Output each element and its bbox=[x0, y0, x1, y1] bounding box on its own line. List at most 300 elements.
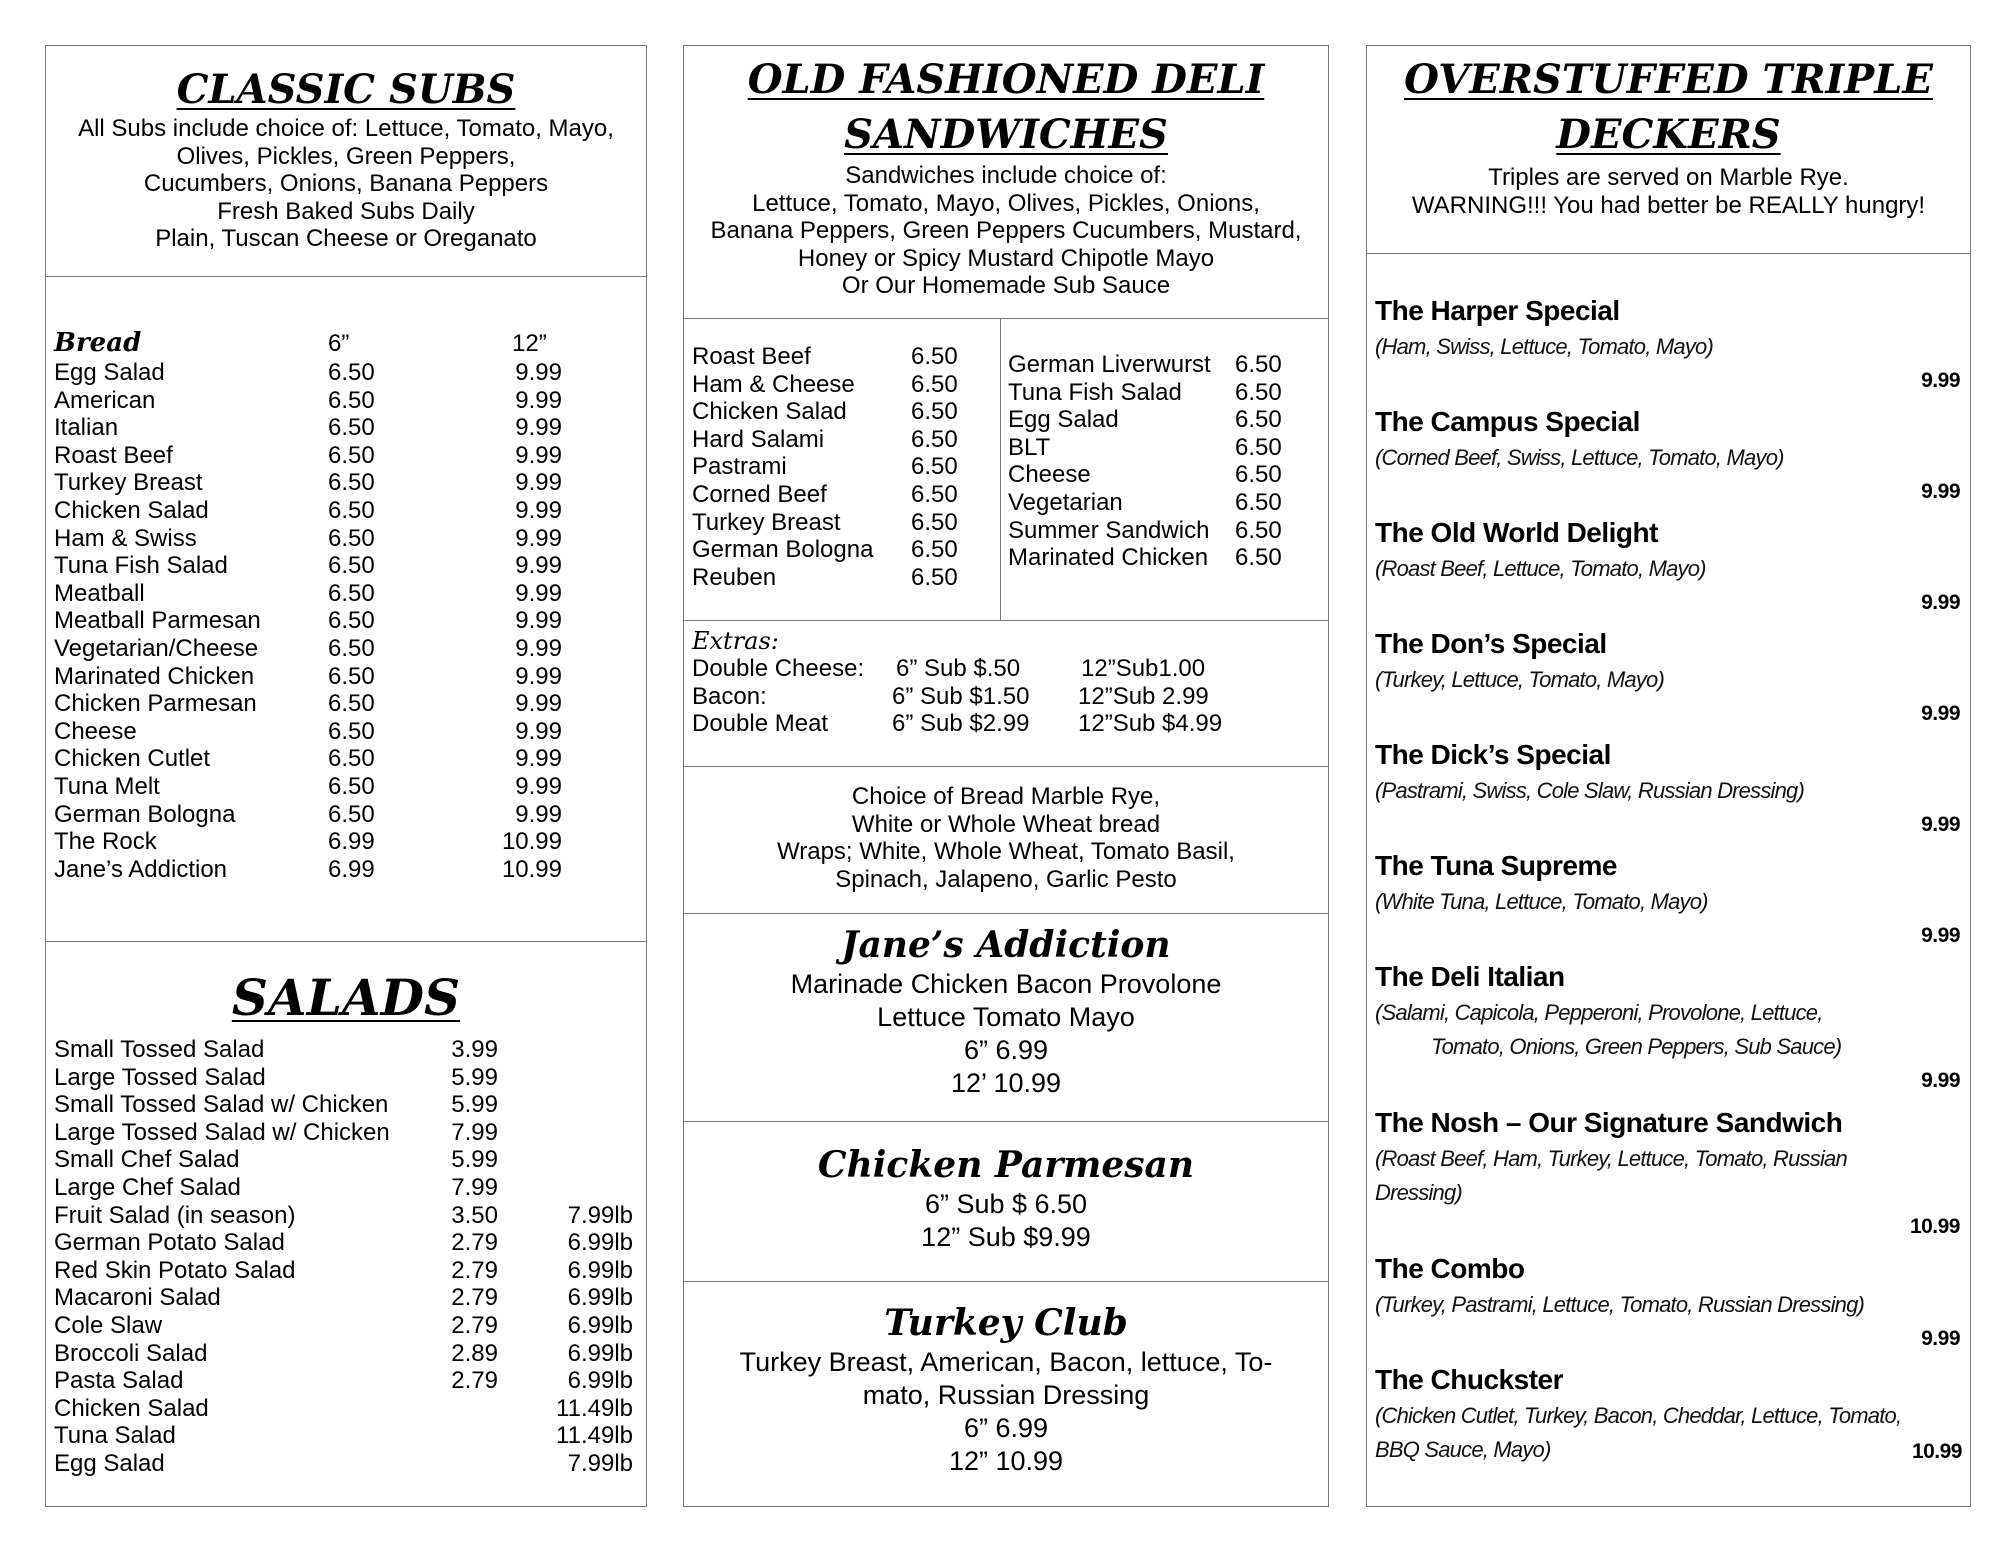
salad-row bbox=[46, 1202, 646, 1230]
deli-row bbox=[684, 398, 1000, 426]
extra-small-price: 6” Sub $2.99 bbox=[892, 710, 1030, 738]
deli-row bbox=[684, 536, 1000, 564]
sub-price-12: 9.99 bbox=[515, 635, 562, 662]
sub-price-6: 6.50 bbox=[328, 635, 375, 662]
bread-header: Bread bbox=[54, 328, 142, 358]
deli-row bbox=[1000, 489, 1328, 517]
salad-row bbox=[46, 1367, 646, 1395]
extras-title: Extras: bbox=[692, 627, 779, 655]
triple-item bbox=[1367, 1252, 1970, 1362]
sub-price-12: 9.99 bbox=[515, 414, 562, 442]
sub-price-6: 6.50 bbox=[328, 773, 375, 800]
chicken-parmesan-section bbox=[684, 1121, 1328, 1281]
salad-price: 3.50 bbox=[451, 1201, 498, 1229]
salad-name: Small Tossed Salad bbox=[54, 1036, 265, 1063]
salad-row bbox=[46, 1036, 646, 1064]
sub-name: Turkey Breast bbox=[54, 469, 203, 497]
deli-item-price: 6.50 bbox=[1235, 351, 1282, 378]
deli-item-price: 6.50 bbox=[1235, 516, 1282, 544]
classic-subs-note bbox=[46, 115, 646, 253]
bread-line: White or Whole Wheat bread bbox=[851, 810, 1161, 838]
sub-price-12: 9.99 bbox=[515, 773, 562, 800]
sub-name: Tuna Melt bbox=[54, 773, 160, 800]
salad-price-per-lb: 6.99lb bbox=[567, 1367, 633, 1395]
deli-item-name: Summer Sandwich bbox=[1008, 516, 1210, 544]
sub-name: Meatball bbox=[54, 579, 145, 607]
sub-price-12: 10.99 bbox=[501, 828, 562, 856]
note-line: Lettuce, Tomato, Mayo, Olives, Pickles, Onions, bbox=[752, 189, 1260, 217]
salad-name: Red Skin Potato Salad bbox=[54, 1256, 296, 1284]
janes-addiction-title: Jane’s Addiction bbox=[841, 924, 1171, 966]
deli-item-price: 6.50 bbox=[911, 563, 958, 591]
deli-row bbox=[684, 343, 1000, 371]
sub-price-12: 9.99 bbox=[515, 579, 562, 607]
sub-name: Meatball Parmesan bbox=[54, 607, 261, 635]
triple-item-price: 9.99 bbox=[1921, 591, 1960, 614]
note-line: All Subs include choice of: Lettuce, Tomato, Mayo, bbox=[78, 115, 614, 142]
note-line: Plain, Tuscan Cheese or Oreganato bbox=[155, 225, 537, 252]
triple-item bbox=[1367, 1106, 1970, 1250]
deli-item-name: Pastrami bbox=[692, 453, 787, 481]
triple-item-name: The Nosh – Our Signature Sandwich bbox=[1375, 1107, 1843, 1138]
sub-price-6: 6.50 bbox=[328, 441, 375, 469]
sub-price-12: 9.99 bbox=[515, 359, 562, 386]
detail-line: Turkey Breast, American, Bacon, lettuce, To- bbox=[739, 1347, 1273, 1377]
triple-deckers-title bbox=[1367, 52, 1970, 162]
deli-row bbox=[1000, 351, 1328, 379]
triple-item-description: BBQ Sauce, Mayo) bbox=[1375, 1437, 1551, 1462]
sub-row bbox=[46, 663, 646, 691]
sub-price-6: 6.50 bbox=[328, 662, 375, 690]
sub-price-6: 6.50 bbox=[328, 800, 375, 828]
deli-item-name: German Liverwurst bbox=[1008, 351, 1211, 378]
sub-row bbox=[46, 469, 646, 497]
deli-header bbox=[684, 46, 1328, 318]
salad-price: 5.99 bbox=[451, 1146, 498, 1174]
note-line: Banana Peppers, Green Peppers Cucumbers, Mustard, bbox=[710, 217, 1302, 244]
extra-name: Double Cheese: bbox=[692, 655, 865, 682]
salad-price-per-lb: 6.99lb bbox=[567, 1256, 633, 1284]
deli-item-name: German Bologna bbox=[692, 536, 874, 564]
deli-item-name: Roast Beef bbox=[692, 343, 811, 370]
sub-price-6: 6.99 bbox=[328, 855, 375, 883]
salad-row bbox=[46, 1229, 646, 1257]
deli-item-price: 6.50 bbox=[1235, 489, 1282, 516]
salad-name: Chicken Salad bbox=[54, 1394, 209, 1422]
triple-item-price: 10.99 bbox=[1911, 1440, 1962, 1463]
triple-item-name: The Don’s Special bbox=[1375, 628, 1607, 659]
sub-row bbox=[46, 359, 646, 387]
note-line: Cucumbers, Onions, Banana Peppers bbox=[143, 170, 549, 197]
deli-row bbox=[1000, 379, 1328, 407]
janes-addiction-section bbox=[684, 913, 1328, 1121]
extras-section bbox=[684, 620, 1328, 766]
extra-small-price: 6” Sub $1.50 bbox=[892, 682, 1030, 710]
triple-item-name: The Tuna Supreme bbox=[1375, 850, 1617, 881]
sub-price-12: 9.99 bbox=[515, 441, 562, 469]
classic-subs-title: CLASSIC SUBS bbox=[176, 66, 516, 113]
sub-price-6: 6.50 bbox=[328, 579, 375, 607]
salad-price-per-lb: 6.99lb bbox=[567, 1312, 633, 1339]
note-line: WARNING!!! You had better be REALLY hungry! bbox=[1411, 191, 1926, 219]
salad-price: 5.99 bbox=[451, 1063, 498, 1091]
triple-deckers-list bbox=[1367, 253, 1970, 1506]
salad-row bbox=[46, 1257, 646, 1285]
sub-name: American bbox=[54, 386, 156, 414]
triple-item-description: (Corned Beef, Swiss, Lettuce, Tomato, Mayo) bbox=[1375, 445, 1784, 470]
salad-name: Large Tossed Salad bbox=[54, 1063, 266, 1091]
note-line: Triples are served on Marble Rye. bbox=[1488, 164, 1849, 191]
note-line: Olives, Pickles, Green Peppers, bbox=[176, 142, 516, 170]
detail-line: Marinade Chicken Bacon Provolone bbox=[790, 969, 1222, 999]
sub-price-12: 9.99 bbox=[515, 717, 562, 745]
triple-item-name: The Campus Special bbox=[1375, 406, 1640, 437]
deli-row bbox=[1000, 406, 1328, 434]
triple-item-description: (Ham, Swiss, Lettuce, Tomato, Mayo) bbox=[1375, 334, 1713, 359]
bread-line: Spinach, Jalapeno, Garlic Pesto bbox=[835, 865, 1177, 893]
deli-row bbox=[1000, 544, 1328, 572]
salad-name: Tuna Salad bbox=[54, 1422, 176, 1450]
deli-item-name: Tuna Fish Salad bbox=[1008, 378, 1182, 406]
deli-item-name: BLT bbox=[1008, 433, 1051, 461]
salad-name: Pasta Salad bbox=[54, 1367, 184, 1395]
deli-item-price: 6.50 bbox=[911, 425, 958, 453]
deli-item-name: Turkey Breast bbox=[692, 508, 841, 536]
sub-row bbox=[46, 525, 646, 553]
salad-row bbox=[46, 1340, 646, 1368]
triple-deckers-note bbox=[1367, 164, 1970, 219]
deli-item-price: 6.50 bbox=[911, 481, 958, 508]
triple-item-description: (White Tuna, Lettuce, Tomato, Mayo) bbox=[1375, 889, 1708, 914]
salad-price: 2.79 bbox=[451, 1229, 498, 1257]
deli-item-name: Vegetarian bbox=[1008, 489, 1123, 516]
salad-price: 3.99 bbox=[451, 1036, 498, 1063]
detail-line: Lettuce Tomato Mayo bbox=[877, 1002, 1135, 1032]
sub-price-12: 9.99 bbox=[515, 524, 562, 552]
triple-item bbox=[1367, 738, 1970, 848]
triple-item-description: (Roast Beef, Lettuce, Tomato, Mayo) bbox=[1375, 556, 1706, 581]
deli-item-price: 6.50 bbox=[911, 536, 958, 564]
triple-item bbox=[1367, 960, 1970, 1104]
detail-line: 6” Sub $ 6.50 bbox=[924, 1189, 1088, 1219]
sub-row bbox=[46, 497, 646, 525]
triple-item bbox=[1367, 405, 1970, 515]
size-12-header: 12” bbox=[512, 330, 547, 357]
sub-price-12: 9.99 bbox=[515, 690, 562, 718]
note-line: Honey or Spicy Mustard Chipotle Mayo bbox=[797, 244, 1215, 272]
triple-item-description: (Turkey, Lettuce, Tomato, Mayo) bbox=[1375, 667, 1665, 692]
triple-item-description: Dressing) bbox=[1375, 1180, 1462, 1205]
extras-row bbox=[684, 655, 1328, 683]
detail-line: 12’ 10.99 bbox=[950, 1068, 1062, 1098]
turkey-club-section bbox=[684, 1281, 1328, 1506]
salad-row bbox=[46, 1146, 646, 1174]
triple-item-price: 9.99 bbox=[1921, 924, 1960, 947]
sub-price-12: 9.99 bbox=[515, 662, 562, 690]
sub-row bbox=[46, 801, 646, 829]
triple-item-price: 9.99 bbox=[1921, 813, 1960, 836]
triple-item-name: The Dick’s Special bbox=[1375, 739, 1611, 770]
sub-price-6: 6.50 bbox=[328, 552, 375, 580]
detail-line: 6” 6.99 bbox=[963, 1413, 1049, 1443]
extra-large-price: 12”Sub 2.99 bbox=[1078, 682, 1209, 710]
salad-name: Fruit Salad (in season) bbox=[54, 1201, 296, 1229]
salads-title: SALADS bbox=[231, 968, 461, 1027]
sub-price-12: 9.99 bbox=[515, 552, 562, 580]
salad-row bbox=[46, 1064, 646, 1092]
deli-item-name: Marinated Chicken bbox=[1008, 544, 1209, 572]
salad-row bbox=[46, 1091, 646, 1119]
deli-item-price: 6.50 bbox=[1235, 406, 1282, 434]
deli-row bbox=[684, 453, 1000, 481]
deli-row bbox=[1000, 461, 1328, 489]
extra-large-price: 12”Sub $4.99 bbox=[1078, 710, 1223, 738]
salad-price-per-lb: 6.99lb bbox=[567, 1339, 633, 1367]
extras-row bbox=[684, 683, 1328, 711]
sub-price-12: 9.99 bbox=[515, 497, 562, 524]
extras-row bbox=[684, 710, 1328, 738]
salad-row bbox=[46, 1450, 646, 1478]
bread-choice-section bbox=[684, 766, 1328, 913]
deli-title-line: SANDWICHES bbox=[844, 111, 1168, 158]
sub-price-6: 6.50 bbox=[328, 690, 375, 718]
turkey-club-details bbox=[684, 1346, 1328, 1478]
salad-price-per-lb: 11.49lb bbox=[556, 1422, 633, 1450]
sub-price-6: 6.50 bbox=[328, 414, 375, 442]
sub-row bbox=[46, 552, 646, 580]
sub-price-6: 6.50 bbox=[328, 745, 375, 773]
deli-item-price: 6.50 bbox=[1235, 461, 1282, 489]
sub-name: Chicken Salad bbox=[54, 497, 209, 524]
sub-name: German Bologna bbox=[54, 800, 236, 828]
triple-item-price: 9.99 bbox=[1921, 369, 1960, 392]
bread-line: Wraps; White, Whole Wheat, Tomato Basil, bbox=[777, 838, 1235, 865]
salad-name: Broccoli Salad bbox=[54, 1339, 208, 1367]
sub-name: The Rock bbox=[54, 828, 157, 856]
triple-item-name: The Combo bbox=[1375, 1253, 1525, 1284]
salad-name: Small Chef Salad bbox=[54, 1146, 240, 1174]
salad-price: 2.79 bbox=[451, 1312, 498, 1339]
detail-line: 12” Sub $9.99 bbox=[921, 1222, 1091, 1252]
triple-item bbox=[1367, 849, 1970, 959]
sub-price-6: 6.50 bbox=[328, 607, 375, 635]
sub-price-6: 6.50 bbox=[328, 497, 375, 524]
chicken-parmesan-title: Chicken Parmesan bbox=[817, 1144, 1195, 1186]
sub-row bbox=[46, 442, 646, 470]
deli-item-name: Ham & Cheese bbox=[692, 370, 855, 398]
sub-row bbox=[46, 607, 646, 635]
sub-name: Italian bbox=[54, 414, 119, 442]
sub-price-12: 10.99 bbox=[501, 855, 562, 883]
deli-item-name: Cheese bbox=[1008, 461, 1091, 489]
salad-price-per-lb: 11.49lb bbox=[556, 1394, 633, 1422]
salad-price-per-lb: 7.99lb bbox=[567, 1201, 633, 1229]
triple-title-line: DECKERS bbox=[1556, 111, 1781, 158]
salad-name: German Potato Salad bbox=[54, 1229, 285, 1257]
deli-row bbox=[684, 564, 1000, 592]
turkey-club-title: Turkey Club bbox=[884, 1302, 1128, 1344]
detail-line: 6” 6.99 bbox=[963, 1035, 1049, 1065]
triple-deckers-header bbox=[1367, 46, 1970, 253]
deli-title-line: OLD FASHIONED DELI bbox=[747, 56, 1265, 103]
salad-name: Large Chef Salad bbox=[54, 1174, 241, 1201]
salad-price: 2.79 bbox=[451, 1367, 498, 1395]
triple-item-name: The Deli Italian bbox=[1375, 961, 1565, 992]
sub-price-6: 6.50 bbox=[328, 469, 375, 497]
deli-item-name: Egg Salad bbox=[1008, 406, 1119, 434]
chicken-parmesan-details bbox=[684, 1188, 1328, 1254]
extra-name: Double Meat bbox=[692, 710, 829, 738]
sub-price-6: 6.50 bbox=[328, 524, 375, 552]
classic-subs-list bbox=[46, 276, 646, 941]
deli-row bbox=[684, 509, 1000, 537]
triple-item-name: The Old World Delight bbox=[1375, 517, 1658, 548]
triple-item-price: 9.99 bbox=[1921, 1327, 1960, 1350]
salad-price-per-lb: 6.99lb bbox=[567, 1229, 633, 1257]
triple-item bbox=[1367, 1363, 1970, 1507]
salad-price-per-lb: 6.99lb bbox=[567, 1284, 633, 1312]
triple-item bbox=[1367, 627, 1970, 737]
sub-price-6: 6.50 bbox=[328, 359, 375, 386]
triple-item-description: (Turkey, Pastrami, Lettuce, Tomato, Russian Dressing) bbox=[1375, 1292, 1865, 1317]
salad-row bbox=[46, 1422, 646, 1450]
triple-item-description: (Chicken Cutlet, Turkey, Bacon, Cheddar, Lettuce, Tomato, bbox=[1375, 1403, 1902, 1428]
sub-name: Chicken Parmesan bbox=[54, 690, 257, 718]
detail-line: 12” 10.99 bbox=[948, 1446, 1064, 1476]
sub-name: Tuna Fish Salad bbox=[54, 552, 228, 580]
triple-item-description: (Roast Beef, Ham, Turkey, Lettuce, Tomato, Russian bbox=[1375, 1146, 1847, 1171]
sub-name: Vegetarian/Cheese bbox=[54, 635, 259, 662]
size-6-header: 6” bbox=[328, 330, 350, 357]
extra-small-price: 6” Sub $.50 bbox=[896, 655, 1021, 682]
salad-price: 2.79 bbox=[451, 1256, 498, 1284]
triple-title-line: OVERSTUFFED TRIPLE bbox=[1404, 56, 1933, 103]
sub-row bbox=[46, 690, 646, 718]
deli-note bbox=[684, 162, 1328, 300]
sub-price-12: 9.99 bbox=[515, 607, 562, 635]
sub-price-12: 9.99 bbox=[515, 386, 562, 414]
sub-name: Ham & Swiss bbox=[54, 524, 197, 552]
triple-item-name: The Harper Special bbox=[1375, 295, 1620, 326]
sub-name: Jane’s Addiction bbox=[54, 855, 228, 883]
salads-section bbox=[46, 941, 646, 1506]
sub-name: Egg Salad bbox=[54, 359, 165, 386]
deli-row bbox=[1000, 517, 1328, 545]
sub-name: Marinated Chicken bbox=[54, 662, 255, 690]
deli-item-price: 6.50 bbox=[1235, 433, 1282, 461]
salad-name: Macaroni Salad bbox=[54, 1284, 221, 1312]
salad-price: 2.89 bbox=[451, 1339, 498, 1367]
deli-row bbox=[1000, 434, 1328, 462]
salad-name: Large Tossed Salad w/ Chicken bbox=[54, 1118, 390, 1146]
sub-row bbox=[46, 828, 646, 856]
triple-deckers-column bbox=[1366, 45, 1971, 1507]
bread-line: Choice of Bread Marble Rye, bbox=[851, 783, 1161, 810]
note-line: Fresh Baked Subs Daily bbox=[217, 197, 475, 225]
triple-item-description: Tomato, Onions, Green Peppers, Sub Sauce) bbox=[1431, 1034, 1842, 1059]
triple-item-description: (Salami, Capicola, Pepperoni, Provolone, Lettuce, bbox=[1375, 1000, 1823, 1025]
salad-price-per-lb: 7.99lb bbox=[567, 1450, 633, 1477]
deli-item-price: 6.50 bbox=[911, 398, 958, 426]
deli-item-name: Corned Beef bbox=[692, 481, 827, 508]
deli-item-price: 6.50 bbox=[911, 508, 958, 536]
classic-subs-header bbox=[46, 46, 646, 276]
sub-price-12: 9.99 bbox=[515, 800, 562, 828]
classic-subs-column bbox=[45, 45, 647, 1507]
triple-item-description: (Pastrami, Swiss, Cole Slaw, Russian Dressing) bbox=[1375, 778, 1805, 803]
sub-row bbox=[46, 635, 646, 663]
extra-name: Bacon: bbox=[692, 682, 767, 710]
salad-name: Egg Salad bbox=[54, 1450, 165, 1477]
deli-item-name: Hard Salami bbox=[692, 425, 825, 453]
triple-item-name: The Chuckster bbox=[1375, 1364, 1563, 1395]
deli-item-price: 6.50 bbox=[1235, 378, 1282, 406]
triple-item-price: 10.99 bbox=[1909, 1215, 1960, 1238]
sub-price-6: 6.50 bbox=[328, 717, 375, 745]
triple-item bbox=[1367, 516, 1970, 626]
triple-item-price: 9.99 bbox=[1921, 702, 1960, 725]
deli-item-name: Chicken Salad bbox=[692, 398, 847, 426]
deli-title bbox=[684, 52, 1328, 162]
deli-item-price: 6.50 bbox=[911, 453, 958, 481]
deli-column bbox=[683, 45, 1329, 1507]
sub-name: Roast Beef bbox=[54, 441, 173, 469]
note-line: Sandwiches include choice of: bbox=[845, 162, 1167, 189]
salad-price: 2.79 bbox=[451, 1284, 498, 1312]
bread-choice-text bbox=[684, 783, 1328, 893]
salad-row bbox=[46, 1312, 646, 1340]
salad-row bbox=[46, 1119, 646, 1147]
deli-item-price: 6.50 bbox=[1235, 544, 1282, 572]
detail-line: mato, Russian Dressing bbox=[862, 1380, 1150, 1410]
deli-row bbox=[684, 371, 1000, 399]
salad-price: 7.99 bbox=[451, 1118, 498, 1146]
janes-addiction-details bbox=[684, 968, 1328, 1100]
sub-name: Chicken Cutlet bbox=[54, 745, 211, 773]
sub-row bbox=[46, 718, 646, 746]
salad-price: 5.99 bbox=[451, 1091, 498, 1119]
deli-item-price: 6.50 bbox=[911, 370, 958, 398]
sub-price-12: 9.99 bbox=[515, 469, 562, 497]
triple-item-price: 9.99 bbox=[1921, 480, 1960, 503]
salad-name: Cole Slaw bbox=[54, 1312, 163, 1339]
extra-large-price: 12”Sub1.00 bbox=[1081, 655, 1206, 682]
sub-row bbox=[46, 580, 646, 608]
deli-row bbox=[684, 481, 1000, 509]
salad-name: Small Tossed Salad w/ Chicken bbox=[54, 1091, 389, 1119]
sub-row bbox=[46, 745, 646, 773]
triple-item bbox=[1367, 294, 1970, 404]
sub-price-6: 6.50 bbox=[328, 386, 375, 414]
note-line: Or Our Homemade Sub Sauce bbox=[841, 272, 1171, 299]
sub-row bbox=[46, 387, 646, 415]
deli-list bbox=[684, 318, 1328, 620]
salad-price: 7.99 bbox=[451, 1174, 498, 1201]
sub-price-12: 9.99 bbox=[515, 745, 562, 773]
sub-row bbox=[46, 773, 646, 801]
deli-row bbox=[684, 426, 1000, 454]
salad-row bbox=[46, 1284, 646, 1312]
deli-item-name: Reuben bbox=[692, 563, 777, 591]
sub-row bbox=[46, 414, 646, 442]
triple-item-price: 9.99 bbox=[1921, 1069, 1960, 1092]
sub-row bbox=[46, 856, 646, 884]
sub-name: Cheese bbox=[54, 717, 137, 745]
salad-row bbox=[46, 1395, 646, 1423]
salad-row bbox=[46, 1174, 646, 1202]
sub-price-6: 6.99 bbox=[328, 828, 375, 856]
deli-item-price: 6.50 bbox=[911, 343, 958, 370]
